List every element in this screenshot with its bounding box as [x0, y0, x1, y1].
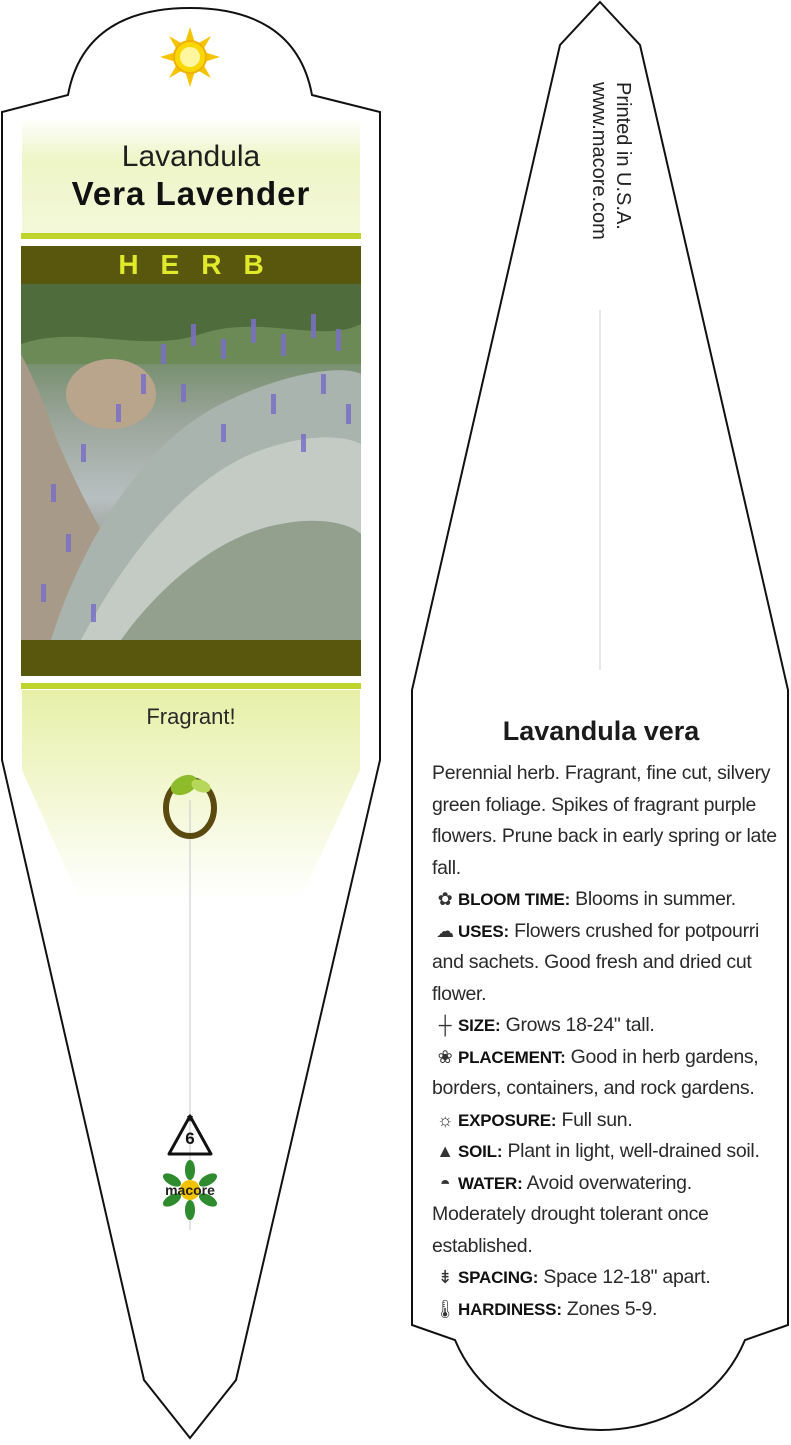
- sun-icon: ☼: [436, 1109, 454, 1130]
- botanical-name: Lavandula vera: [502, 716, 700, 746]
- accent-line-bottom: [21, 683, 361, 689]
- website: www.macore.com: [588, 82, 610, 240]
- soil-icon: ▲: [436, 1141, 454, 1161]
- size-icon: ┼: [438, 1015, 452, 1035]
- plant-photo: [21, 284, 361, 640]
- attribute-bloom-time: ✿ BLOOM TIME: Blooms in summer.: [432, 884, 777, 916]
- category-band: [21, 246, 361, 284]
- attribute-hardiness: 🌡 HARDINESS: Zones 5-9.: [432, 1294, 777, 1326]
- print-info: [588, 82, 636, 302]
- category-label: HERB: [118, 249, 286, 280]
- attribute-size: ┼ SIZE: Grows 18-24" tall.: [432, 1010, 777, 1042]
- attribute-spacing: ⇟ SPACING: Space 12-18" apart.: [432, 1262, 777, 1294]
- brand-name: macore: [165, 1182, 215, 1198]
- brand-logo: [150, 1160, 230, 1220]
- recycle-icon: [165, 1112, 215, 1162]
- attribute-exposure: ☼ EXPOSURE: Full sun.: [432, 1105, 777, 1137]
- attribute-soil: ▲ SOIL: Plant in light, well-drained soil.: [432, 1136, 777, 1168]
- recycle-code: 6: [185, 1129, 195, 1148]
- photo-bottom-band: [21, 640, 361, 676]
- thermometer-icon: 🌡: [433, 1298, 457, 1319]
- attribute-uses: ☁ USES: Flowers crushed for potpourri and sachets. Good fresh and dried cut flower.: [432, 916, 777, 1011]
- attribute-water: ◓ WATER: Avoid overwatering. Moderately drought tolerant once established.: [432, 1168, 777, 1263]
- attribute-placement: ❀ PLACEMENT: Good in herb gardens, borders, containers, and rock gardens.: [432, 1042, 777, 1105]
- chef-hat-icon: ☁: [436, 920, 454, 941]
- accent-line-top: [21, 233, 361, 239]
- description: Perennial herb. Fragrant, fine cut, silvery green foliage. Spikes of fragrant purple flowers. Prune back in early spring or late fall.: [432, 762, 777, 879]
- spacing-icon: ⇟: [437, 1267, 453, 1287]
- placement-icon: ❀: [437, 1046, 453, 1067]
- flower-icon: ✿: [437, 889, 453, 909]
- sun-logo-icon: [160, 27, 220, 87]
- tagline: Fragrant!: [146, 704, 236, 729]
- watering-can-icon: ◓: [439, 1172, 451, 1193]
- care-info: [432, 758, 777, 1325]
- plant-cultivar: Vera Lavender: [71, 175, 311, 212]
- plant-genus: Lavandula: [121, 140, 261, 173]
- printed-in: Printed in U.S.A.: [612, 82, 634, 230]
